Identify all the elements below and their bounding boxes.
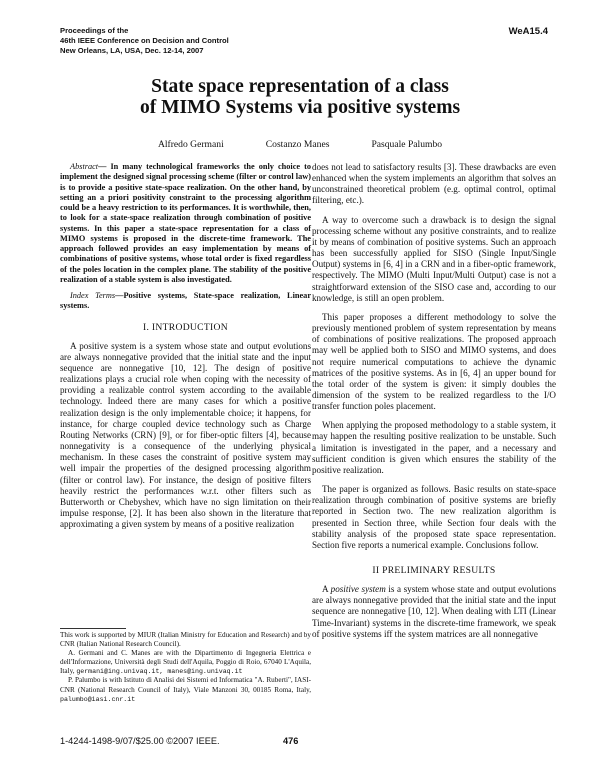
abstract bbox=[60, 162, 311, 285]
session-code: WeA15.4 bbox=[508, 26, 548, 37]
section-heading-preliminary: II PRELIMINARY RESULTS bbox=[372, 565, 496, 576]
affiliation-text: P. Palumbo is with Istituto di Analisi dei Sistemi ed Informatica "A. Ruberti", IASI-CNR (National Research Council of Italy), Viale Manzoni 30, 00185 Roma, Italy, bbox=[60, 676, 311, 694]
conference-line: Proceedings of the bbox=[60, 26, 129, 35]
author: Pasquale Palumbo bbox=[371, 139, 443, 150]
section-heading-introduction: I. INTRODUCTION bbox=[143, 321, 228, 333]
body-paragraph: When applying the proposed methodology to a stable system, it may happen the resulting positive realization to be unstable. Such a limitation is investigated in the paper, and a necessary and sufficient condition is given which ensures the stability of the positive realization. bbox=[312, 420, 556, 475]
text-run: A bbox=[322, 584, 331, 595]
paper-title bbox=[0, 76, 600, 118]
conference-line: New Orleans, LA, USA, Dec. 12-14, 2007 bbox=[60, 46, 204, 56]
footnote-affiliation bbox=[60, 649, 311, 676]
email-address[interactable]: germani@ing.univaq.it, manes@ing.univaq.it bbox=[76, 668, 243, 676]
text-run: is a system whose state and output evolutions are always nonnegative provided that the initial state and the input sequence are nonnegative [10, 12]. When dealing with LTI (Linear Time-Invariant) systems in the discrete-time framework, we speak of positive systems iff the system matrices are all nonnegative bbox=[312, 584, 556, 639]
footnote-divider bbox=[60, 628, 126, 629]
footnote-affiliation bbox=[60, 676, 311, 703]
index-terms-lead: Index Terms bbox=[70, 291, 116, 300]
conference-header bbox=[60, 26, 360, 57]
footnote-support: This work is supported by MIUR (Italian Ministry for Education and Research) and by CNR (Italian National Research Council). bbox=[60, 631, 311, 649]
footnotes bbox=[60, 631, 311, 704]
title-line: of MIMO Systems via positive systems bbox=[139, 97, 461, 118]
title-line: State space representation of a class bbox=[151, 76, 449, 97]
author: Costanzo Manes bbox=[265, 139, 330, 150]
affiliation-text: A. Germani and C. Manes are with the Dipartimento di Ingegneria Elettrica e dell'Informazione, Università degli Studi dell'Aquila, Poggio di Roio, 67040 L'Aquila, Italy, bbox=[60, 649, 311, 676]
abstract-text: — In many technological frameworks the only choice to implement the designed signal processing scheme (filter or control law) is to provide a positive state-space realization. On the other hand, by setting an a priori positivity constraint to the processing algorithm could be a heavy restriction to its performances. It is worthwhile, then, to look for a state-space realization through combination of positive systems. In this paper a state-space representation for a class of MIMO systems is proposed in the discrete-time framework. The approach followed provides an easy implementation by means of combinations of positive systems, whose total order is fixed regardless of the poles location in the complex plane. The stability of the positive realization of a stable system is also investigated. bbox=[60, 162, 311, 284]
body-paragraph: The paper is organized as follows. Basic results on state-space realization through combination of positive systems are briefly reported in Section two. The new realization algorithm is presented in Section three, while Section four deals with the stability analysis of the proposed state space representation. Section five reports a numerical example. Conclusions follow. bbox=[312, 484, 556, 550]
index-terms-text: —Positive systems, State-space realization, Linear systems. bbox=[60, 291, 312, 311]
left-column bbox=[60, 162, 311, 530]
copyright-line: 1-4244-1498-9/07/$25.00 ©2007 IEEE. bbox=[60, 736, 220, 746]
body-paragraph bbox=[312, 584, 556, 640]
body-paragraph: This paper proposes a different methodology to solve the previously mentioned problem of system representation by means of combinations of positive realizations. The proposed approach may well be applied both to SISO and MIMO systems, and does not require numerical computations to achieve the dynamic matrices of the positive systems. As in [6, 4] an upper bound for the total order of the system is given: it simply doubles the dimension of the system to be realized regardless to the I/O transfer function poles placement. bbox=[312, 311, 556, 412]
author-list bbox=[0, 139, 600, 150]
intro-paragraph: A positive system is a system whose state and output evolutions are always nonnegative provided that the initial state and the input sequence are nonnegative [10, 12]. The design of positive realizations plays a crucial role when coping with the necessity of providing a realizable control system according to the available technology. Indeed there are many cases for which a positive realization design is the only implementable choice; it happens, for instance, for charge coupled device technology such as Charge Routing Networks (CRN) [9], or for fiber-optic filters [4], because nonnegativity is a consequence of the underlying physical mechanism. In these cases the constraint of positive system may well impair the properties of the designed processing algorithm (filter or control law). For instance, the design of positive filters heavily restrict the performances w.r.t. other filters such as Butterworth or Chebyshev, which have no sign limitation on their impulse response, [2]. It has been also shown in the literature that approximating a given system by means of a positive realization bbox=[60, 340, 311, 530]
author: Alfredo Germani bbox=[157, 139, 224, 150]
index-terms bbox=[60, 291, 311, 312]
conference-line: 46th IEEE Conference on Decision and Control bbox=[60, 36, 229, 46]
body-paragraph: does not lead to satisfactory results [3]. These drawbacks are even enhanced when the system implements an algorithm that solves an unconstrained theoretical problem (e.g. optimal control, optimal filtering, etc.). bbox=[312, 162, 556, 206]
right-column bbox=[312, 162, 556, 640]
emphasized-term: positive system bbox=[330, 584, 386, 595]
email-address[interactable]: palumbo@iasi.cnr.it bbox=[60, 695, 136, 703]
body-paragraph: A way to overcome such a drawback is to design the signal processing scheme without any positive constraints, and to realize it by means of combination of positive systems. Such an approach has been successfully applied for SISO (Single Input/Single Output) systems in [6, 4] in a CRN and in a fiber-optic framework, respectively. The MIMO (Multi Input/Multi Output) case is not a straightforward extension of the SISO case and, according to our knowledge, is still an open problem. bbox=[312, 214, 556, 303]
abstract-lead: Abstract bbox=[70, 162, 99, 171]
page-number: 476 bbox=[283, 736, 299, 746]
